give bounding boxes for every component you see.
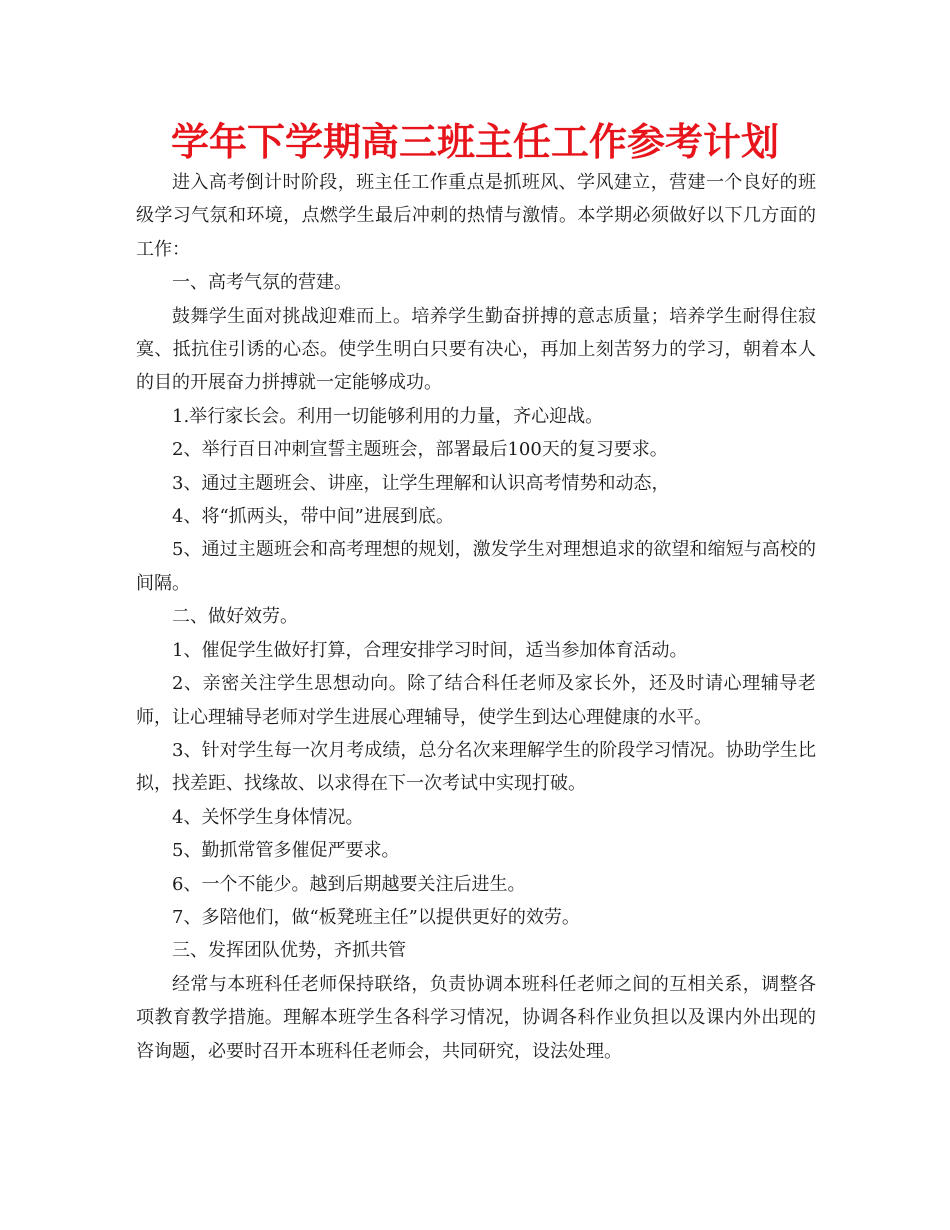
list-item: 1.举行家长会。利用一切能够利用的力量，齐心迎战。 [172,405,604,427]
section-heading-2: 二、做好效劳。 [172,606,298,628]
list-item: 6、一个不能少。越到后期越要关注后进生。 [172,873,526,895]
paragraph: 经常与本班科任老师保持联络，负责协调本班科任老师之间的互相关系，调整各项教育教学措施。理解本班学生各科学习情况，协调各科作业负担以及课内外出现的咨询题，必要时召开本班科任老师会，共同研究，设法处理。 [136,973,816,1062]
paragraph-intro: 进入高考倒计时阶段，班主任工作重点是抓班风、学风建立，营建一个良好的班级学习气氛和环境，点燃学生最后冲刺的热情与激情。本学期必须做好以下几方面的工作： [136,172,816,260]
document-title: 学年下学期高三班主任工作参考计划 [170,120,779,164]
section-heading-1: 一、高考气氛的营建。 [172,272,352,294]
list-item: 4、关怀学生身体情况。 [172,806,364,828]
list-item: 7、多陪他们，做“板凳班主任”以提供更好的效劳。 [172,906,580,928]
list-item: 5、通过主题班会和高考理想的规划，激发学生对理想追求的欲望和缩短与高校的间隔。 [136,539,816,594]
section-heading-3: 三、发挥团队优势，齐抓共管 [172,940,406,962]
list-item: 4、将“抓两头，带中间”进展到底。 [172,506,454,528]
document-body [136,166,816,1068]
list-item: 5、勤抓常管多催促严要求。 [172,840,400,862]
list-item: 3、针对学生每一次月考成绩，总分名次来理解学生的阶段学习情况。协助学生比拟，找差距、找缘故、以求得在下一次考试中实现打破。 [136,739,816,795]
list-item: 2、举行百日冲刺宣誓主题班会，部署最后100天的复习要求。 [172,439,668,461]
list-item: 1、催促学生做好打算，合理安排学习时间，适当参加体育活动。 [172,639,688,661]
list-item: 2、亲密关注学生思想动向。除了结合科任老师及家长外，还及时请心理辅导老师，让心理辅导老师对学生进展心理辅导，使学生到达心理健康的水平。 [136,673,816,728]
list-item: 3、通过主题班会、讲座，让学生理解和认识高考情势和动态， [172,472,670,494]
paragraph: 鼓舞学生面对挑战迎难而上。培养学生勤奋拼搏的意志质量；培养学生耐得住寂寞、抵抗住引诱的心态。使学生明白只要有决心，再加上刻苦努力的学习，朝着本人的目的开展奋力拼搏就一定能够成功。 [136,305,816,394]
